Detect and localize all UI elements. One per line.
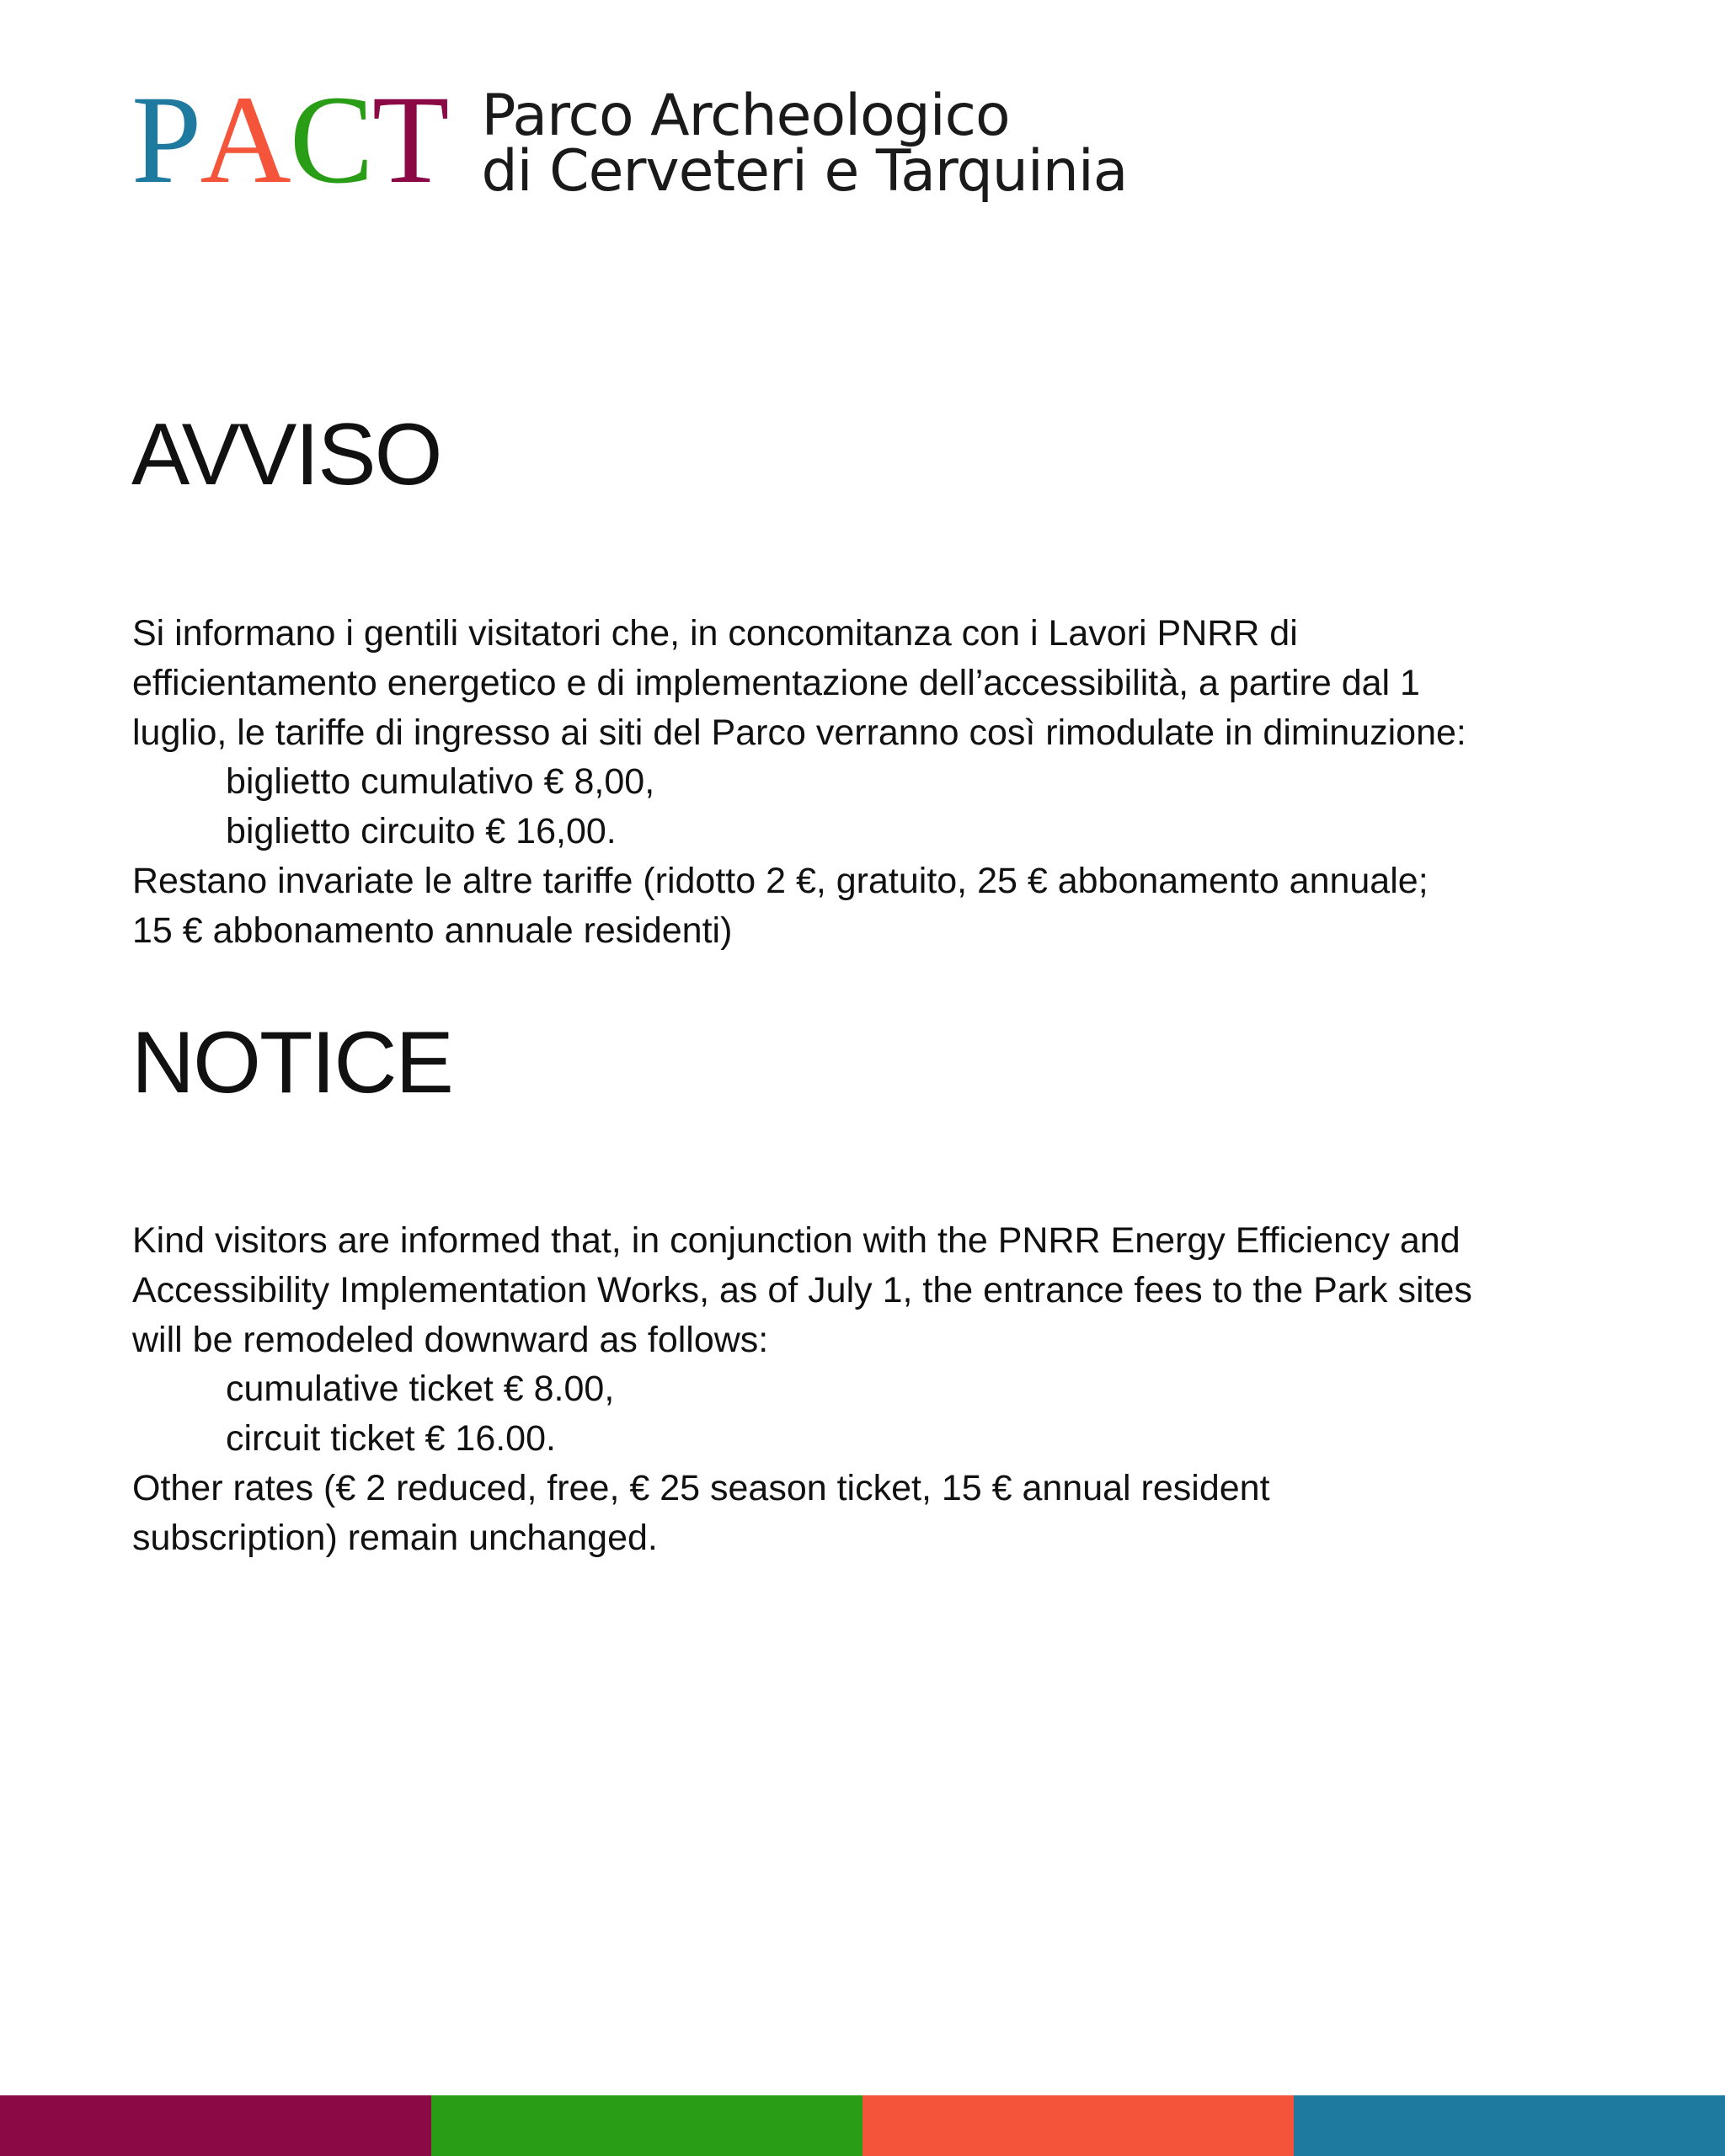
notice-body-italian [132,609,1632,956]
park-name [481,83,1128,205]
notice-body-english [132,1216,1632,1563]
fee-item-circuit: circuit ticket € 16.00. [226,1418,556,1460]
color-bar-segment-magenta [0,2095,431,2156]
notice-line: efficientamento energetico e di implementazione dell’accessibilità, a partire dal 1 [132,662,1420,703]
notice-line: Si informano i gentili visitatori che, in concomitanza con i Lavori PNRR di [132,613,1298,654]
logo-letter-c: C [289,70,372,210]
notice-line: luglio, le tariffe di ingresso ai siti del Parco verranno così rimodulate in diminuzione: [132,712,1466,753]
heading-avviso: AVVISO [131,406,441,504]
fee-item-circuit: biglietto circuito € 16,00. [226,811,617,852]
notice-line: Restano invariate le altre tariffe (ridotto 2 €, gratuito, 25 € abbonamento annuale; [132,860,1429,901]
notice-line: will be remodeled downward as follows: [132,1319,769,1360]
brand-color-bar [0,2095,1725,2156]
park-name-line-2: di Cerveteri e Tarquinia [481,138,1128,205]
fee-item-cumulative: biglietto cumulativo € 8,00, [226,761,655,803]
logo-letter-t: T [371,70,448,210]
park-name-line-1: Parco Archeologico [481,83,1010,149]
notice-line: Kind visitors are informed that, in conjunction with the PNRR Energy Efficiency and [132,1220,1461,1261]
color-bar-segment-blue [1294,2095,1725,2156]
heading-notice: NOTICE [131,1014,452,1112]
color-bar-segment-green [431,2095,862,2156]
notice-line: Accessibility Implementation Works, as of July 1, the entrance fees to the Park sites [132,1269,1472,1310]
logo-letter-a: A [200,70,290,210]
fee-item-cumulative: cumulative ticket € 8.00, [226,1369,615,1410]
notice-line: subscription) remain unchanged. [132,1517,658,1558]
pact-logo-mark [131,70,448,210]
notice-line: 15 € abbonamento annuale residenti) [132,910,733,951]
color-bar-segment-orange [862,2095,1294,2156]
logo-letter-p: P [131,70,200,210]
header-logo [131,70,1128,210]
notice-line: Other rates (€ 2 reduced, free, € 25 season ticket, 15 € annual resident [132,1467,1270,1508]
